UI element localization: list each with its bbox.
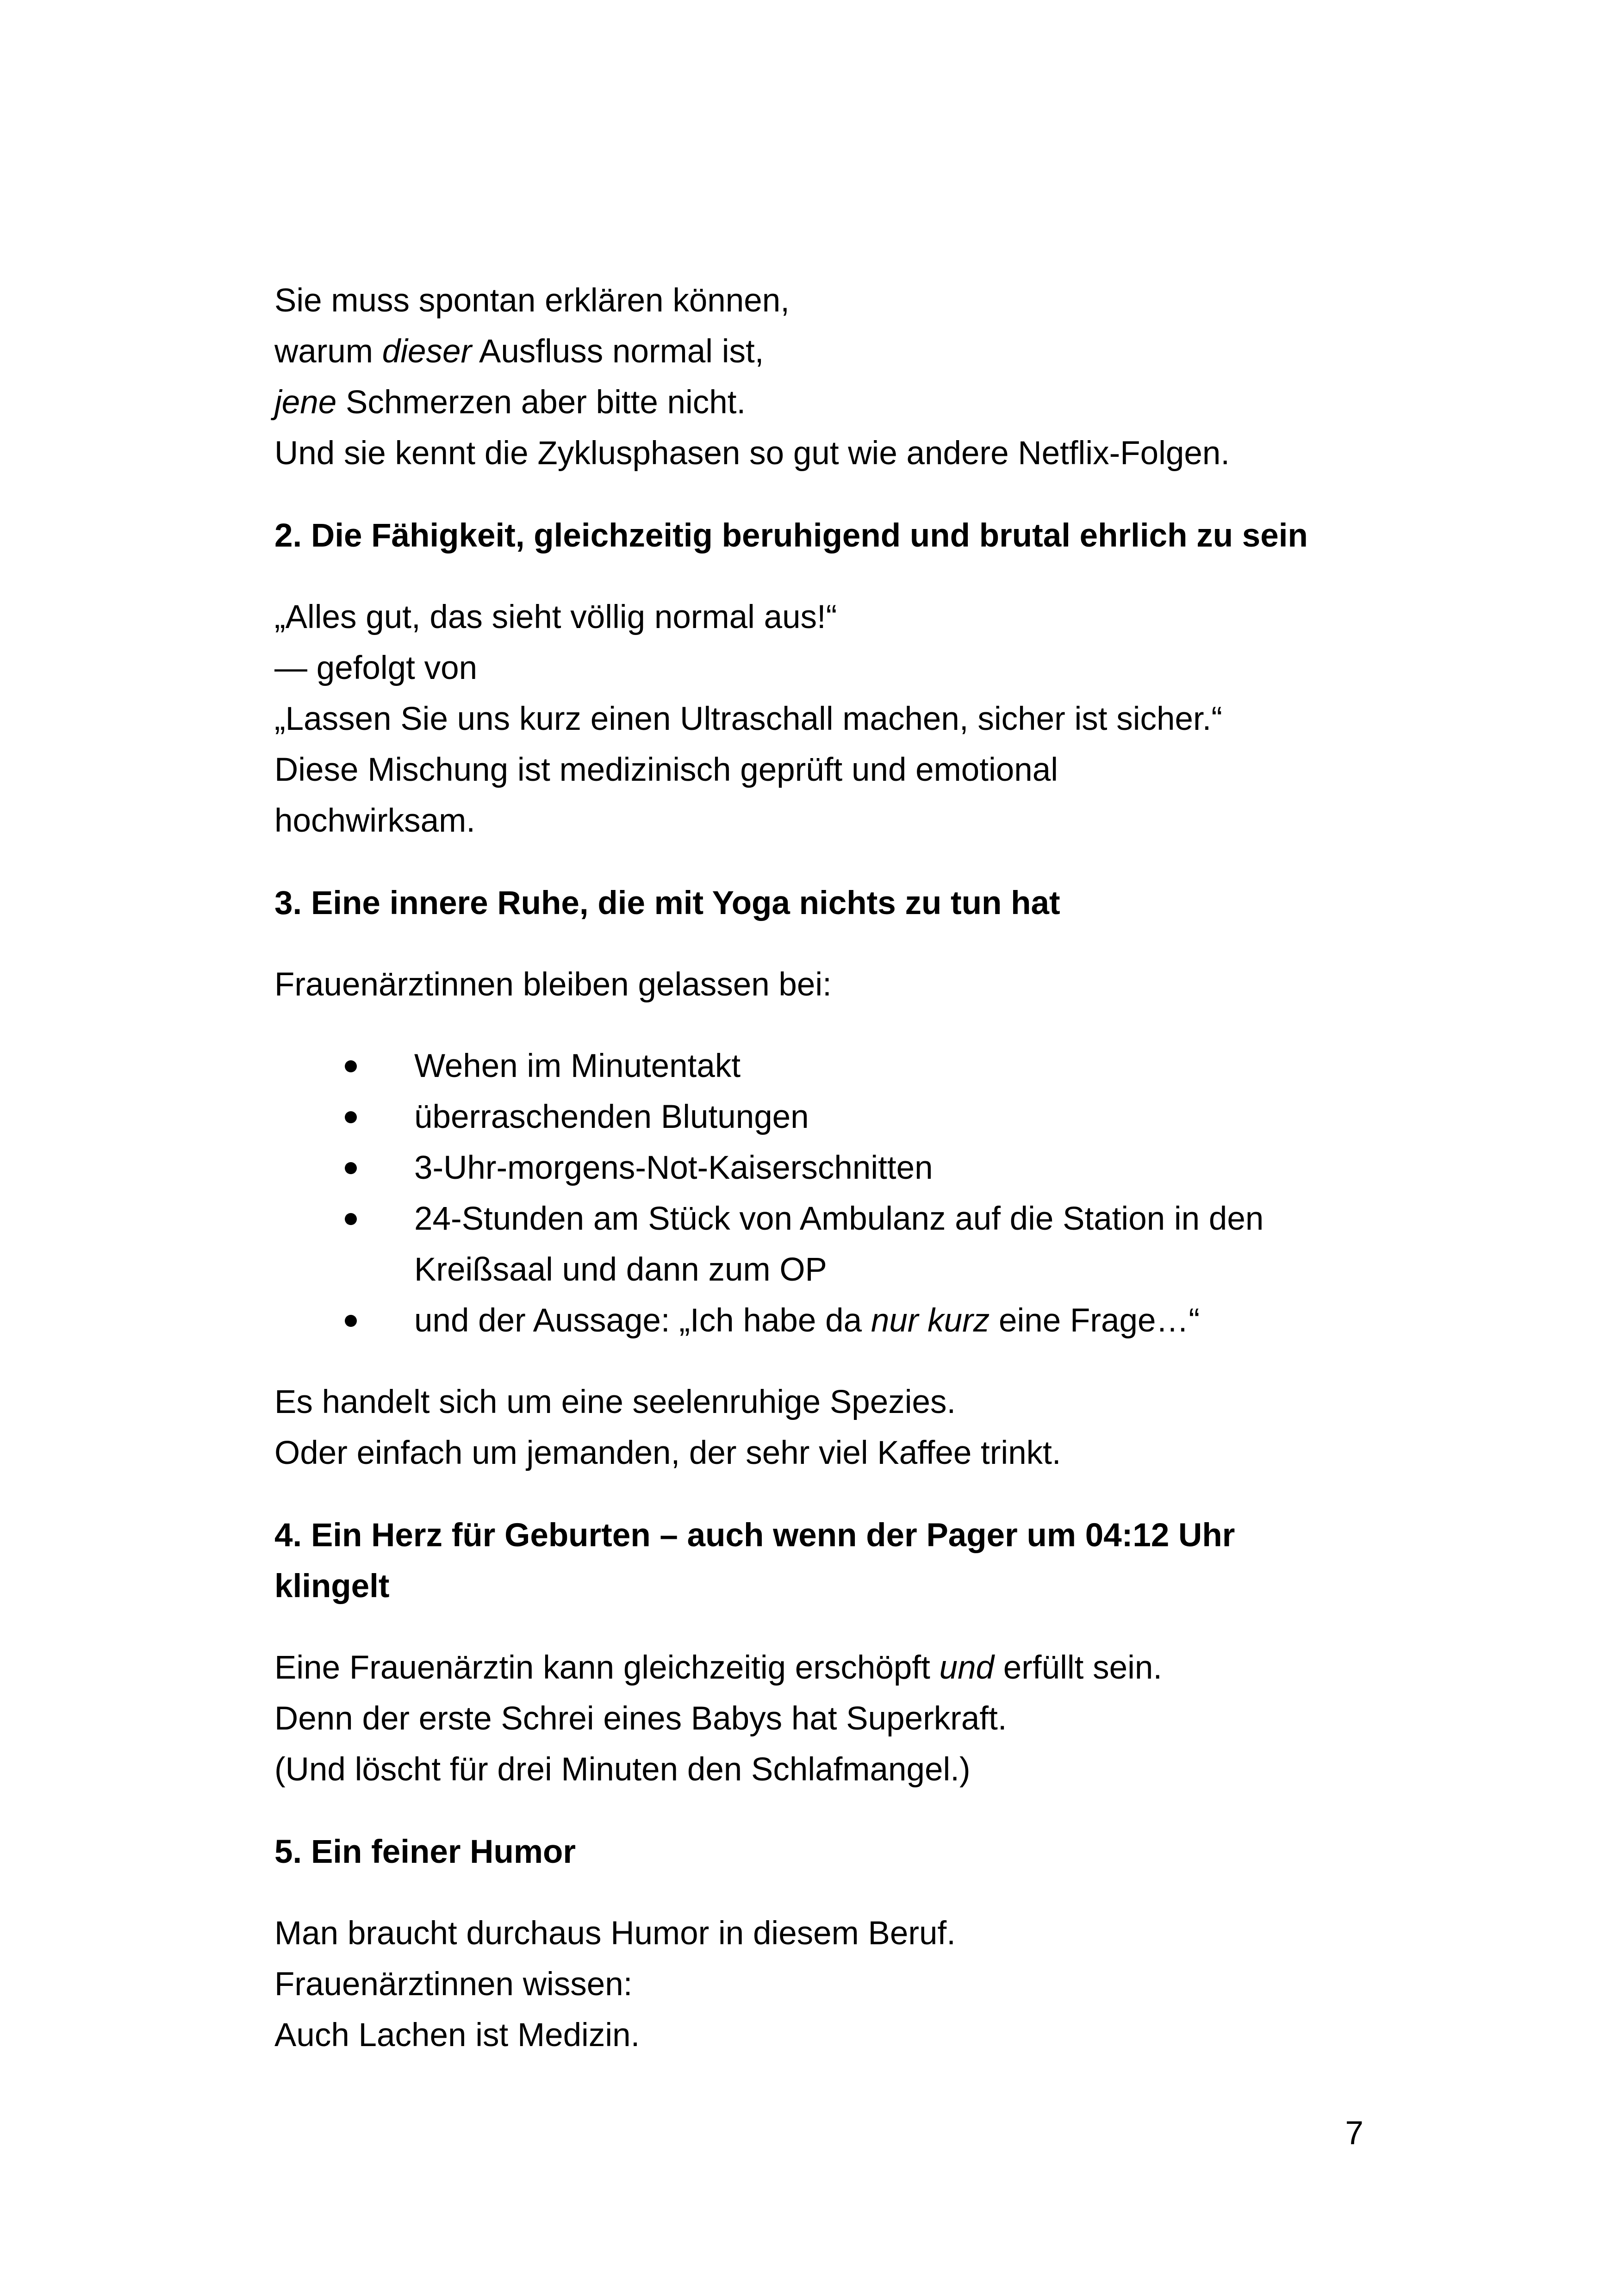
page-number: 7 (1345, 2115, 1363, 2152)
bullet-icon (345, 1162, 357, 1174)
page-content (274, 275, 1376, 2061)
emphasis: nur kurz (871, 1302, 990, 1339)
text-line: (Und löscht für drei Minuten den Schlafmangel.) (274, 1751, 971, 1788)
section-2-paragraph (274, 592, 1376, 846)
section-4-paragraph (274, 1643, 1376, 1795)
text-line: Eine Frauenärztin kann gleichzeitig erschöpft und erfüllt sein. (274, 1649, 1163, 1686)
section-5-heading: 5. Ein feiner Humor (274, 1834, 576, 1870)
text-line: Auch Lachen ist Medizin. (274, 2017, 640, 2053)
bullet-list (274, 1041, 1376, 1346)
list-item: 3-Uhr-morgens-Not-Kaiserschnitten (274, 1143, 1376, 1194)
text-line: warum dieser Ausfluss normal ist, (274, 333, 764, 370)
text-line: „Alles gut, das sieht völlig normal aus!“ (274, 599, 837, 635)
text-line: Denn der erste Schrei eines Babys hat Superkraft. (274, 1700, 1007, 1737)
text-line: Sie muss spontan erklären können, (274, 282, 790, 319)
text-line: hochwirksam. (274, 803, 476, 839)
text-line: jene Schmerzen aber bitte nicht. (274, 384, 746, 421)
text-line: „Lassen Sie uns kurz einen Ultraschall machen, sicher ist sicher.“ (274, 701, 1223, 737)
section-5-paragraph (274, 1908, 1376, 2061)
text-line: Frauenärztinnen wissen: (274, 1966, 633, 2003)
text-line: Man braucht durchaus Humor in diesem Beruf. (274, 1915, 956, 1952)
text-line: Diese Mischung ist medizinisch geprüft und emotional (274, 752, 1058, 788)
text-line: Und sie kennt die Zyklusphasen so gut wie andere Netflix-Folgen. (274, 435, 1230, 472)
text-line: — gefolgt von (274, 650, 478, 686)
text-line: Es handelt sich um eine seelenruhige Spezies. (274, 1384, 956, 1420)
section-3-heading: 3. Eine innere Ruhe, die mit Yoga nichts zu tun hat (274, 885, 1060, 921)
text-line: Oder einfach um jemanden, der sehr viel Kaffee trinkt. (274, 1435, 1061, 1471)
emphasis: jene (274, 384, 337, 421)
bullet-icon (345, 1060, 357, 1072)
intro-paragraph (274, 275, 1376, 479)
list-item: und der Aussage: „Ich habe da nur kurz eine Frage…“ (274, 1295, 1376, 1346)
section-2-heading: 2. Die Fähigkeit, gleichzeitig beruhigend und brutal ehrlich zu sein (274, 517, 1308, 554)
section-4-heading: 4. Ein Herz für Geburten – auch wenn der Pager um 04:12 Uhr klingelt (274, 1517, 1235, 1605)
bullet-icon (345, 1315, 357, 1327)
section-3-outro (274, 1377, 1376, 1479)
list-item: Wehen im Minutentakt (274, 1041, 1376, 1092)
list-item: 24-Stunden am Stück von Ambulanz auf die Station in den Kreißsaal und dann zum OP (274, 1194, 1376, 1295)
emphasis: und (939, 1649, 995, 1686)
bullet-icon (345, 1213, 357, 1225)
bullet-icon (345, 1111, 357, 1123)
section-3-intro: Frauenärztinnen bleiben gelassen bei: (274, 966, 832, 1003)
emphasis: dieser (382, 333, 472, 370)
list-item: überraschenden Blutungen (274, 1092, 1376, 1143)
